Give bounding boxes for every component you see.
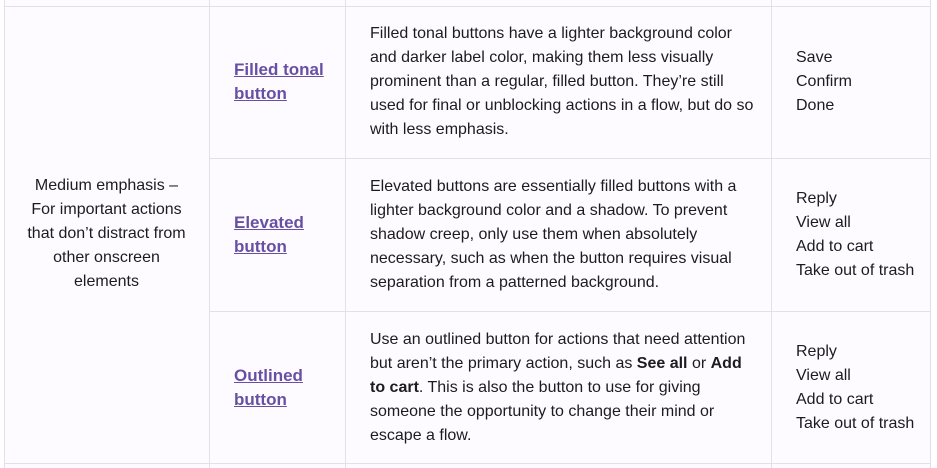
example-item: View all xyxy=(796,214,851,231)
example-item: Take out of trash xyxy=(796,414,915,432)
table-row-name-cell xyxy=(234,6,346,158)
table-row-description-cell xyxy=(370,6,755,158)
elevated-button-link[interactable]: Elevated button xyxy=(234,213,304,256)
description-text: or xyxy=(687,354,711,372)
description-text: Use an outlined button for actions that need attention but aren’t the primary action, such as xyxy=(370,330,746,372)
example-item: Reply xyxy=(796,342,837,360)
table-row-examples-cell xyxy=(796,6,916,158)
example-item: Confirm xyxy=(796,73,853,90)
table-row-description-cell xyxy=(370,159,755,311)
table-row-examples-cell xyxy=(796,159,916,311)
column-divider-1 xyxy=(209,0,210,468)
example-item: Save xyxy=(796,49,833,66)
example-item: View all xyxy=(796,366,851,384)
description-bold-text: Add to cart xyxy=(370,354,742,396)
example-item: Done xyxy=(796,97,835,114)
category-label: Medium emphasis – For important actions that don’t distract from other onscreen elements xyxy=(27,177,186,290)
example-item: Reply xyxy=(796,190,837,207)
filled-tonal-button-link[interactable]: Filled tonal button xyxy=(234,60,324,103)
example-item: Take out of trash xyxy=(796,262,915,279)
column-divider-3 xyxy=(771,0,772,468)
examples-list xyxy=(796,340,914,436)
table-border-bottom xyxy=(4,463,931,464)
table-row-examples-cell xyxy=(796,312,916,463)
filled-tonal-description: Filled tonal buttons have a lighter background color and darker label color, making them less visually prominent than a regular, filled button. They’re still used for final or unblocking actions in a flow, but do so with less emphasis. xyxy=(370,25,754,138)
examples-list xyxy=(796,46,852,118)
category-cell xyxy=(4,6,209,462)
description-bold-text: See all xyxy=(636,354,688,372)
example-item: Add to cart xyxy=(796,238,874,255)
table-row-name-cell xyxy=(234,312,346,463)
example-item: Add to cart xyxy=(796,390,874,408)
button-guidelines-table xyxy=(4,0,931,468)
outlined-description xyxy=(370,328,755,448)
table-row-description-cell xyxy=(370,312,755,463)
table-border-right xyxy=(930,0,931,468)
description-text: . This is also the button to use for giving someone the opportunity to change their mind or escape a flow. xyxy=(370,378,715,444)
outlined-button-link[interactable]: Outlined button xyxy=(234,365,303,409)
elevated-description: Elevated buttons are essentially filled buttons with a lighter background color and a shadow. To prevent shadow creep, only use them when absolutely necessary, such as when the button requires visual separation from a patterned background. xyxy=(370,178,737,291)
table-row-name-cell xyxy=(234,159,346,311)
examples-list xyxy=(796,187,914,283)
